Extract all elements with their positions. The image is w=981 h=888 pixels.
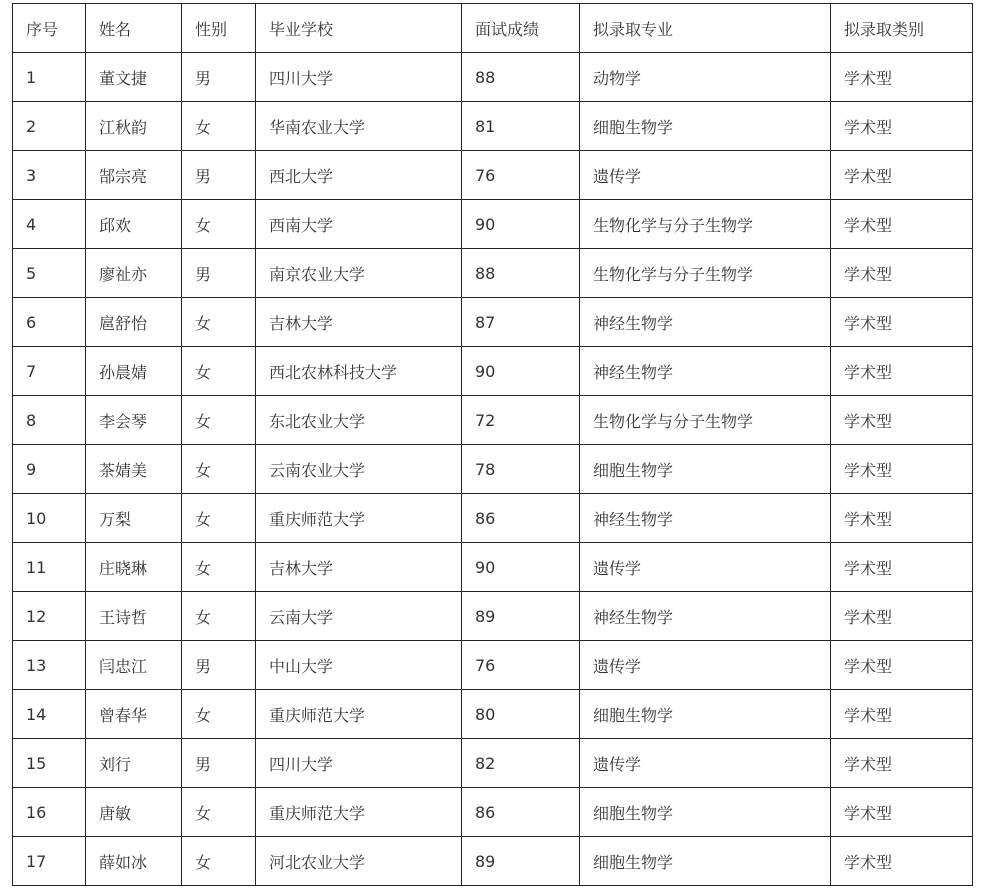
score-cell: 88 <box>462 53 580 102</box>
score-cell: 76 <box>462 641 580 690</box>
gender-cell: 女 <box>182 788 256 837</box>
admission-table <box>12 3 973 886</box>
major-cell: 神经生物学 <box>580 592 831 641</box>
table-row <box>13 788 973 837</box>
school-cell: 东北农业大学 <box>256 396 462 445</box>
index-cell: 4 <box>13 200 86 249</box>
school-cell: 中山大学 <box>256 641 462 690</box>
score-cell: 80 <box>462 690 580 739</box>
major-cell: 细胞生物学 <box>580 102 831 151</box>
category-cell: 学术型 <box>831 543 973 592</box>
gender-cell: 男 <box>182 151 256 200</box>
school-cell: 云南农业大学 <box>256 445 462 494</box>
major-cell: 细胞生物学 <box>580 837 831 886</box>
school-cell: 云南大学 <box>256 592 462 641</box>
gender-cell: 男 <box>182 641 256 690</box>
school-cell: 西南大学 <box>256 200 462 249</box>
name-cell: 茶婧美 <box>86 445 182 494</box>
gender-cell: 女 <box>182 592 256 641</box>
admission-table-container <box>12 3 973 886</box>
index-cell: 11 <box>13 543 86 592</box>
score-cell: 89 <box>462 592 580 641</box>
category-cell: 学术型 <box>831 739 973 788</box>
gender-cell: 男 <box>182 249 256 298</box>
table-row <box>13 200 973 249</box>
table-row <box>13 592 973 641</box>
major-cell: 神经生物学 <box>580 347 831 396</box>
header-cell-score: 面试成绩 <box>462 4 580 53</box>
name-cell: 李会琴 <box>86 396 182 445</box>
major-cell: 遗传学 <box>580 151 831 200</box>
major-cell: 细胞生物学 <box>580 445 831 494</box>
table-row <box>13 151 973 200</box>
name-cell: 江秋韵 <box>86 102 182 151</box>
category-cell: 学术型 <box>831 641 973 690</box>
score-cell: 89 <box>462 837 580 886</box>
category-cell: 学术型 <box>831 298 973 347</box>
school-cell: 河北农业大学 <box>256 837 462 886</box>
school-cell: 四川大学 <box>256 739 462 788</box>
name-cell: 郜宗亮 <box>86 151 182 200</box>
name-cell: 庄晓琳 <box>86 543 182 592</box>
school-cell: 吉林大学 <box>256 298 462 347</box>
gender-cell: 男 <box>182 739 256 788</box>
gender-cell: 女 <box>182 102 256 151</box>
table-body <box>13 53 973 886</box>
index-cell: 14 <box>13 690 86 739</box>
score-cell: 82 <box>462 739 580 788</box>
school-cell: 南京农业大学 <box>256 249 462 298</box>
score-cell: 88 <box>462 249 580 298</box>
gender-cell: 女 <box>182 837 256 886</box>
school-cell: 华南农业大学 <box>256 102 462 151</box>
school-cell: 重庆师范大学 <box>256 690 462 739</box>
table-row <box>13 690 973 739</box>
school-cell: 西北农林科技大学 <box>256 347 462 396</box>
index-cell: 9 <box>13 445 86 494</box>
name-cell: 王诗哲 <box>86 592 182 641</box>
header-cell-major: 拟录取专业 <box>580 4 831 53</box>
school-cell: 重庆师范大学 <box>256 494 462 543</box>
score-cell: 90 <box>462 543 580 592</box>
category-cell: 学术型 <box>831 249 973 298</box>
category-cell: 学术型 <box>831 445 973 494</box>
table-row <box>13 445 973 494</box>
school-cell: 吉林大学 <box>256 543 462 592</box>
index-cell: 12 <box>13 592 86 641</box>
major-cell: 细胞生物学 <box>580 788 831 837</box>
index-cell: 6 <box>13 298 86 347</box>
score-cell: 86 <box>462 494 580 543</box>
index-cell: 7 <box>13 347 86 396</box>
name-cell: 孙晨婧 <box>86 347 182 396</box>
category-cell: 学术型 <box>831 494 973 543</box>
score-cell: 90 <box>462 347 580 396</box>
name-cell: 万梨 <box>86 494 182 543</box>
header-cell-index: 序号 <box>13 4 86 53</box>
gender-cell: 女 <box>182 494 256 543</box>
score-cell: 78 <box>462 445 580 494</box>
table-row <box>13 249 973 298</box>
category-cell: 学术型 <box>831 396 973 445</box>
header-row <box>13 4 973 53</box>
name-cell: 廖祉亦 <box>86 249 182 298</box>
category-cell: 学术型 <box>831 102 973 151</box>
gender-cell: 女 <box>182 298 256 347</box>
table-row <box>13 396 973 445</box>
gender-cell: 女 <box>182 396 256 445</box>
gender-cell: 女 <box>182 445 256 494</box>
index-cell: 8 <box>13 396 86 445</box>
index-cell: 3 <box>13 151 86 200</box>
table-row <box>13 102 973 151</box>
table-header <box>13 4 973 53</box>
index-cell: 2 <box>13 102 86 151</box>
school-cell: 西北大学 <box>256 151 462 200</box>
major-cell: 遗传学 <box>580 739 831 788</box>
name-cell: 刘行 <box>86 739 182 788</box>
category-cell: 学术型 <box>831 788 973 837</box>
table-row <box>13 53 973 102</box>
index-cell: 16 <box>13 788 86 837</box>
name-cell: 董文捷 <box>86 53 182 102</box>
name-cell: 曾春华 <box>86 690 182 739</box>
table-row <box>13 347 973 396</box>
major-cell: 细胞生物学 <box>580 690 831 739</box>
major-cell: 神经生物学 <box>580 298 831 347</box>
gender-cell: 女 <box>182 347 256 396</box>
score-cell: 81 <box>462 102 580 151</box>
category-cell: 学术型 <box>831 690 973 739</box>
index-cell: 1 <box>13 53 86 102</box>
category-cell: 学术型 <box>831 200 973 249</box>
gender-cell: 男 <box>182 53 256 102</box>
name-cell: 扈舒怡 <box>86 298 182 347</box>
school-cell: 四川大学 <box>256 53 462 102</box>
score-cell: 72 <box>462 396 580 445</box>
header-cell-category: 拟录取类别 <box>831 4 973 53</box>
gender-cell: 女 <box>182 200 256 249</box>
table-row <box>13 837 973 886</box>
name-cell: 邱欢 <box>86 200 182 249</box>
category-cell: 学术型 <box>831 151 973 200</box>
index-cell: 13 <box>13 641 86 690</box>
table-row <box>13 641 973 690</box>
table-row <box>13 739 973 788</box>
major-cell: 遗传学 <box>580 641 831 690</box>
major-cell: 遗传学 <box>580 543 831 592</box>
index-cell: 10 <box>13 494 86 543</box>
major-cell: 生物化学与分子生物学 <box>580 249 831 298</box>
name-cell: 唐敏 <box>86 788 182 837</box>
header-cell-name: 姓名 <box>86 4 182 53</box>
category-cell: 学术型 <box>831 347 973 396</box>
name-cell: 薛如冰 <box>86 837 182 886</box>
major-cell: 动物学 <box>580 53 831 102</box>
table-row <box>13 543 973 592</box>
major-cell: 生物化学与分子生物学 <box>580 396 831 445</box>
name-cell: 闫忠江 <box>86 641 182 690</box>
score-cell: 76 <box>462 151 580 200</box>
header-cell-gender: 性别 <box>182 4 256 53</box>
index-cell: 17 <box>13 837 86 886</box>
major-cell: 生物化学与分子生物学 <box>580 200 831 249</box>
major-cell: 神经生物学 <box>580 494 831 543</box>
category-cell: 学术型 <box>831 592 973 641</box>
index-cell: 15 <box>13 739 86 788</box>
category-cell: 学术型 <box>831 53 973 102</box>
table-row <box>13 494 973 543</box>
school-cell: 重庆师范大学 <box>256 788 462 837</box>
table-row <box>13 298 973 347</box>
score-cell: 86 <box>462 788 580 837</box>
score-cell: 90 <box>462 200 580 249</box>
gender-cell: 女 <box>182 690 256 739</box>
gender-cell: 女 <box>182 543 256 592</box>
score-cell: 87 <box>462 298 580 347</box>
category-cell: 学术型 <box>831 837 973 886</box>
index-cell: 5 <box>13 249 86 298</box>
header-cell-school: 毕业学校 <box>256 4 462 53</box>
